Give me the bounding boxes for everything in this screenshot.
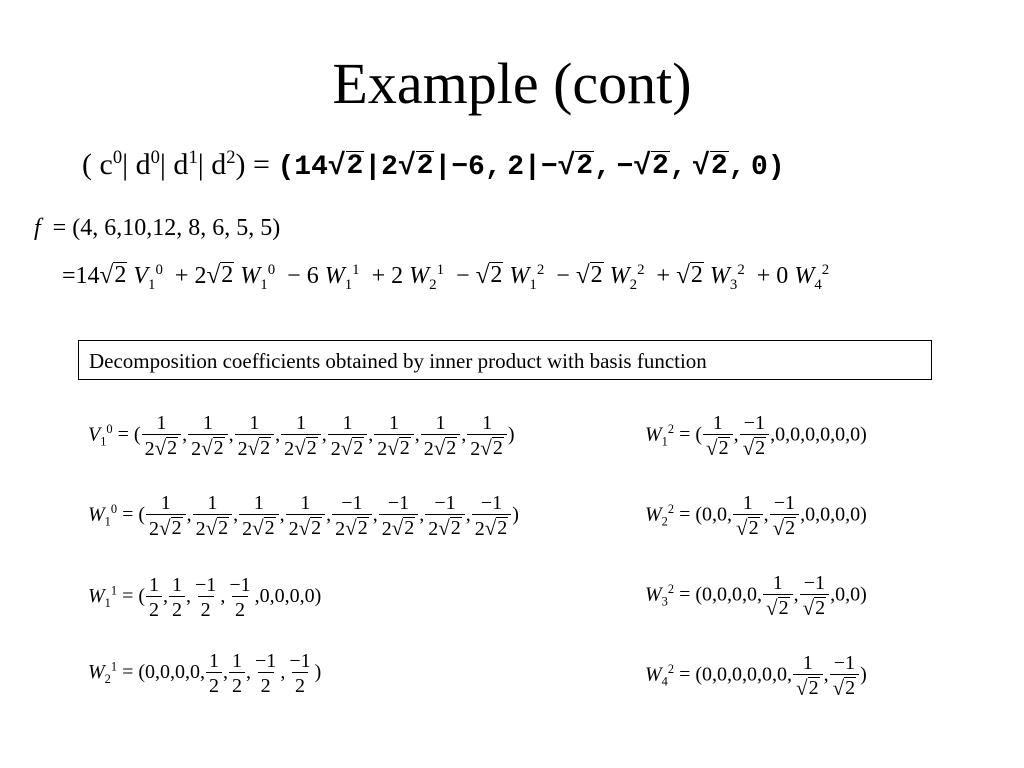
basis-w42: $W_4^2 = (0,0,0,0,0,0$, 1 √ 2 , −1 √ 2 ) <box>645 652 867 700</box>
coefficient-equation: ( $c^0|$ $d^0|$ $d^1|$ $d^2) = (14$ √ 2 |2 √ 2 |−6, 2|− √ 2 , − √ 2 , √ 2 , 0) <box>82 147 785 183</box>
basis-w32: $W_3^2 = (0,0,0,0$, 1 √ 2 , −1 √ 2 ,0,0) <box>645 572 867 620</box>
basis-w21: $W_2^1 = (0,0,0,0$, $\frac{1}{2}$ , $\frac{1}{2}$ , $\frac{-1}{2}$ , $\frac{-1}{2}$ ) <box>88 650 322 697</box>
basis-w10: $W_1^0$ = ( 1 2 √ 2 , 1 2 √ 2 , 1 2 √ 2 , 1 2 √ 2 , −1 2 √ 2 , −1 2 √ 2 , −1 2 √ 2 , −1 2 √ 2 ) <box>88 492 519 540</box>
f-expansion: =14 √ 2 $V_1^0 + 2$ √ 2 $W_1^0 - 6$ $W_1^1 + 2$ $W_2^1$ − √ 2 $W_1^2$ − √ 2 $W_2^2$ + √ 2 $W_3^2 + 0$ $W_4^2$ <box>62 261 830 293</box>
basis-v10: $V_1^0$ = ( 1 2 √ 2 , 1 2 √ 2 , 1 2 √ 2 , 1 2 √ 2 , 1 2 √ 2 , 1 2 √ 2 , 1 2 √ 2 , 1 2 √ 2 ) <box>88 412 515 460</box>
basis-w11: $W_1^1$ = ( $\frac{1}{2}$ , $\frac{1}{2}$ , $\frac{-1}{2}$ , $\frac{-1}{2}$ ,0,0,0,0) <box>88 574 322 621</box>
basis-w12: $W_1^2$ = ( 1 √ 2 , −1 √ 2 ,0,0,0,0,0,0) <box>645 412 867 460</box>
basis-w22: $W_2^2 = (0,0$, 1 √ 2 , −1 √ 2 ,0,0,0,0) <box>645 492 867 540</box>
caption-box: Decomposition coefficients obtained by inner product with basis function <box>78 340 932 380</box>
slide-title: Example (cont) <box>332 51 692 116</box>
f-definition: f = (4, 6,10,12, 8, 6, 5, 5) <box>34 215 281 241</box>
